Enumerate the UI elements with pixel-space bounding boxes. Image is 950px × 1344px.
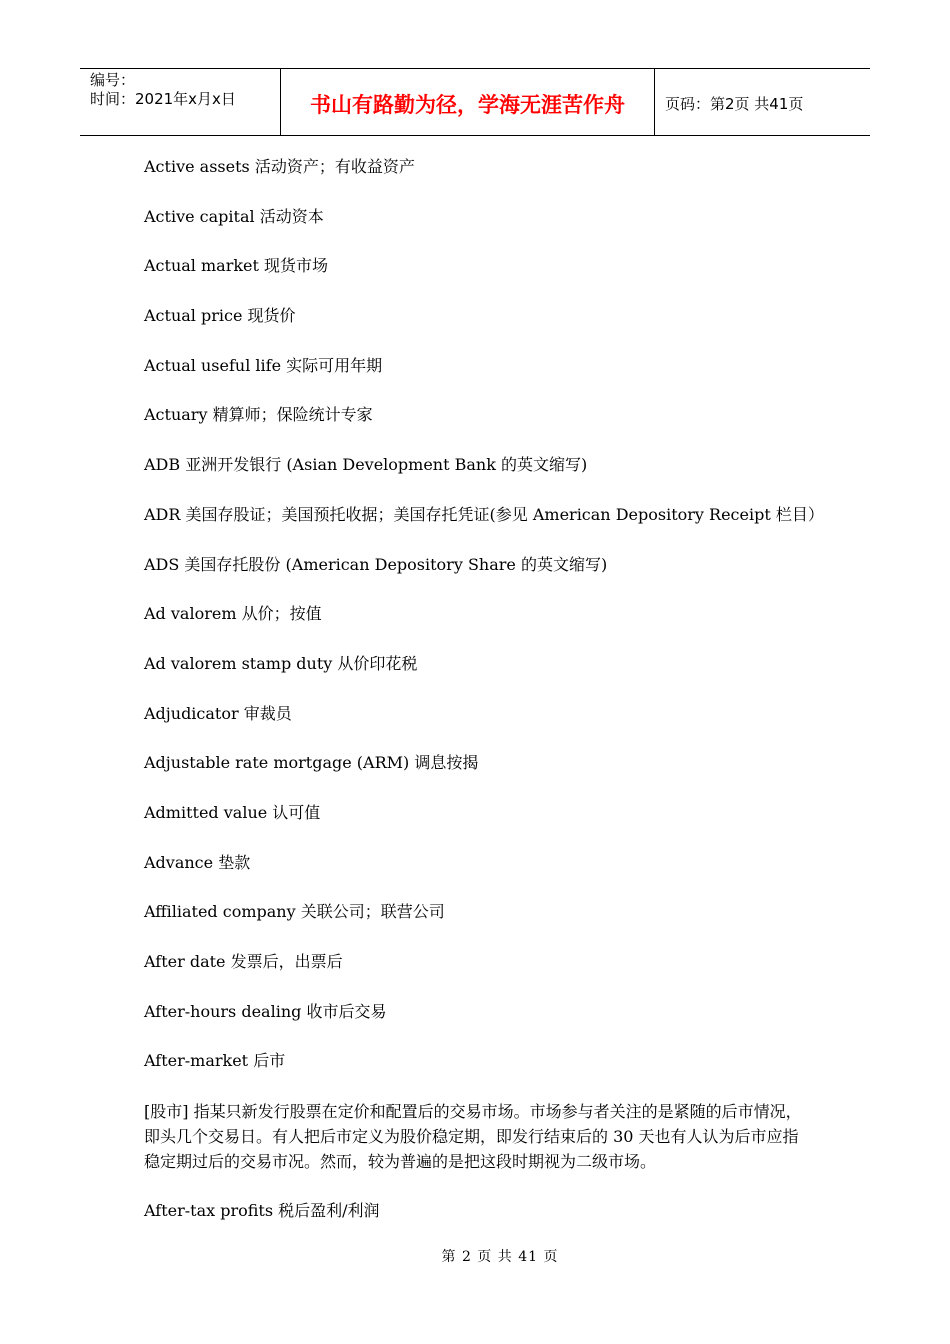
doc-number-label: 编号：	[90, 71, 136, 89]
glossary-entry: Actuary 精算师；保险统计专家	[144, 405, 373, 425]
glossary-entry: Ad valorem 从价；按值	[144, 604, 322, 624]
glossary-entry: ADB 亚洲开发银行 (Asian Development Bank 的英文缩写)	[144, 455, 588, 475]
glossary-entry: Actual price 现货价	[144, 306, 296, 326]
glossary-entry: Advance 垫款	[144, 852, 251, 872]
glossary-entry: After-hours dealing 收市后交易	[144, 1001, 387, 1021]
glossary-entry: Actual market 现货市场	[144, 256, 329, 276]
header-right-cell	[655, 69, 870, 135]
glossary-entry: After-tax profits 税后盈利/利润	[144, 1201, 380, 1221]
glossary-entry: Ad valorem stamp duty 从价印花税	[144, 653, 418, 673]
glossary-entry: Actual useful life 实际可用年期	[144, 355, 383, 375]
glossary-entry: ADS 美国存托股份 (American Depository Share 的英文缩写)	[144, 554, 608, 574]
glossary-entry: After date 发票后，出票后	[144, 952, 343, 971]
definition-paragraph: [股市] 指某只新发行股票在定价和配置后的交易市场。市场参与者关注的是紧随的后市情况，即头几个交易日。有人把后市定义为股价稳定期，即发行结束后的 30 天也有人认为后市应指稳定期过后的交易市况。然而，较为普遍的是把这段时期视为二级市场。	[144, 1102, 802, 1172]
header-motto: 书山有路勤为径，学海无涯苦作舟	[310, 93, 625, 117]
glossary-entry: Adjustable rate mortgage (ARM) 调息按揭	[144, 753, 479, 773]
glossary-entry: Admitted value 认可值	[144, 802, 321, 822]
page-footer: 第 2 页 共 41 页	[441, 1249, 559, 1265]
glossary-entry: After-market 后市	[144, 1051, 286, 1071]
glossary-entry: ADR 美国存股证；美国预托收据；美国存托凭证(参见 American Depository Receipt 栏目）	[144, 504, 824, 524]
header-left-cell	[80, 69, 281, 135]
page-header	[80, 68, 870, 136]
header-motto-cell	[281, 69, 655, 135]
glossary-content	[144, 155, 824, 1249]
glossary-entry: Active capital 活动资本	[144, 206, 324, 226]
glossary-entry: Adjudicator 审裁员	[144, 703, 292, 723]
glossary-entry: Active assets 活动资产；有收益资产	[144, 157, 415, 176]
glossary-entry: Affiliated company 关联公司；联营公司	[144, 902, 445, 922]
page-info: 页码：第2页 共41页	[665, 94, 804, 113]
date-line: 时间：2021年x月x日	[90, 90, 236, 108]
